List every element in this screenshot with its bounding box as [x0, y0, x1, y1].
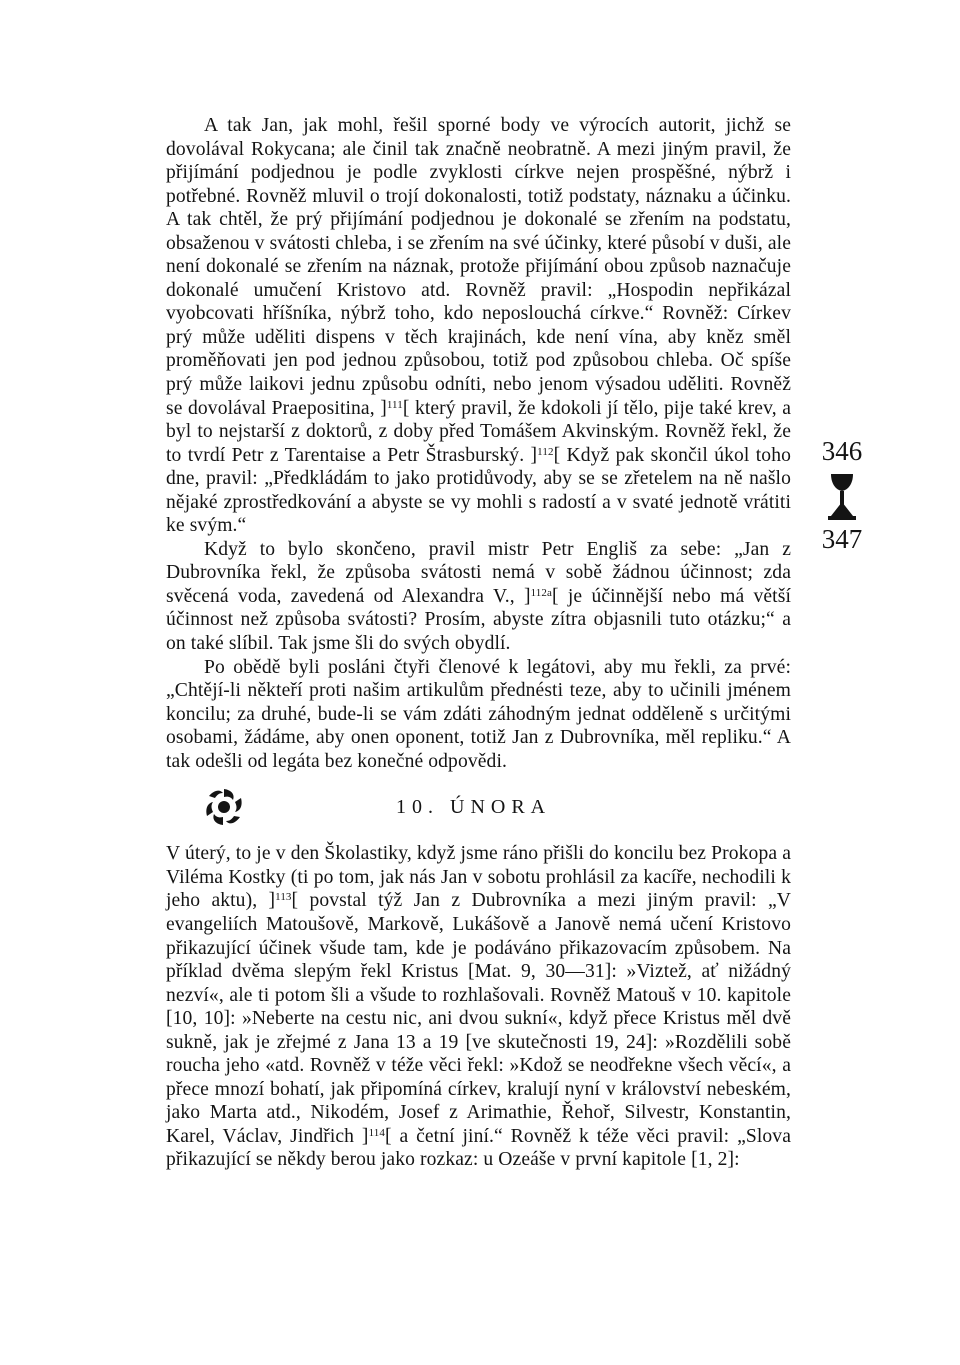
section-heading — [166, 778, 791, 836]
footnote-ref: 111 — [386, 398, 403, 411]
section-heading-text: 10. ÚNORA — [396, 795, 552, 818]
paragraph-text: V úterý, to je v den Školastiky, když jsme ráno přišli do koncilu bez Prokopa a Viléma Kostky (ti po tom, jak nás Jan v sobotu prohlásil za kacíře, nechodili k jeho aktu), ] — [166, 843, 791, 912]
footnote-ref: 113 — [275, 891, 292, 904]
margin-page-reference — [812, 436, 872, 554]
paragraph-text: [ Když pak skončil úkol toho dne, pravil: „Předkládám to jako protidůvody, aby se se zřetelem na ně našlo nějaké zprostředkování a abyste se vy mohli s radostí a v svaté jednotě vrátiti ke svým.“ — [166, 444, 791, 537]
paragraph-text: Po obědě byli posláni čtyři členové k legátovi, aby mu řekli, za prvé: „Chtějí-li někteří proti našim artikulům přednésti teze, aby to učinili jménem koncilu; za druhé, bude-li se vám zdáti záhodným jednat odděleně s určitými osobami, žádáme, aby onen oponent, totiž Jan z Dubrovníka, měl repliku.“ A tak odešli od legáta bez konečné odpovědi. — [166, 656, 791, 772]
paragraph-text: A tak Jan, jak mohl, řešil sporné body ve výrocích autorit, jichž se dovolával Rokycana; ale činil tak značně neobratně. A mezi jiným pravil, že přijímání podjednou je podle zvyklosti církve nejen prospěšné, nýbrž i potřebné. Rovněž mluvil o trojí dokonalosti, totiž podstaty, náznaku a účinku. A tak chtěl, že prý přijímání podjednou je dokonalé se zřením na podstatu, obsaženou v svátosti chleba, i se zřením na své účinky, které působí v duši, ale není dokonalé se zřením na náznak, protože přijímání obou způsob naznačuje dokonalé umučení Kristovo atd. Rovněž pravil: „Hospodin nepřikázal vyobcovati hříšníka, nýbrž toho, kdo neposlouchá církve.“ Rovněž: Církev prý může uděliti dispens v těch krajinách, kde není vína, aby kněz směl proměňovati jen pod jednou způsobou, totiž pod způsobou chleba. Oč spíše prý může laikovi jednu způsobu odníti, nebo jenom výsadou uděliti. Rovněž se dovolával Praepositina, ] — [166, 115, 791, 419]
paragraph-text: [ který pravil, že kdokoli jí tělo, pije také krev, a byl to nejstarší z doktorů, z doby před Tomášem Akvinským. Rovněž řekl, že to tvrdí Petr z Tarentaise a Petr Štrasburský. ] — [166, 397, 791, 466]
paragraph — [166, 842, 791, 1172]
paragraph-text: [ povstal týž Jan z Dubrovníka a mezi jiným pravil: „V evangeliích Matoušově, Markově, Lukášově a Janově nemá učení Kristovo přikazující účinek všude tam, kde je podáváno přikazovacím způsobem. Na příklad dvěma slepým řekl Kristus [Mat. 9, 30—31]: »Viztež, ať nižádný nezví«, ale ti potom šli a všude to rozhlašovali. Rovněž Matouš v 10. kapitole [10, 10]: »Neberte na cestu nic, ani dvou sukní«, když přece Kristus měl dvě sukně, jak je zřejmé z Jana 13 a 19 [ve skutečnosti 19, 24]: »Rozdělili sobě roucha jeho «atd. Rovněž v téže věci řekl: »Kdož se neodřekne všech věcí«, a přece mnozí bohatí, jak připomíná církev, kralují nyní v království nebeském, jako Marta atd., Nikodém, Josef z Arimathie, Řehoř, Silvestr, Konstantin, Karel, Václav, Jindřich ] — [166, 890, 791, 1147]
footnote-ref: 112a — [530, 586, 552, 599]
page-number-top: 346 — [821, 436, 863, 466]
paragraph — [166, 538, 791, 656]
paragraph-text: [ a četní jiní.“ Rovněž k téže věci pravil: „Slova přikazující se někdy berou jako rozkaz: u Ozeáše v první kapitole [1, 2]: — [166, 1125, 791, 1171]
paragraph-text: [ je účinnější nebo má větší účinnost než způsoba svátosti? Prosím, abyste zítra objasnili tuto otázku;“ a on také slíbil. Tak jsme šli do svých obydlí. — [166, 585, 791, 655]
body-text — [166, 114, 791, 1172]
footnote-ref: 114 — [368, 1126, 385, 1139]
chalice-icon — [825, 472, 859, 520]
paragraph — [166, 114, 791, 538]
page-number-bottom: 347 — [821, 524, 863, 554]
spiral-ornament-icon — [202, 786, 246, 828]
paragraph — [166, 656, 791, 774]
footnote-ref: 112 — [537, 445, 554, 458]
paragraph-text: Když to bylo skončeno, pravil mistr Petr Engliš za sebe: „Jan z Dubrovníka řekl, že způsoba svátosti nemá v sobě žádnou účinnost; zda svěcená voda, zavedená od Alexandra V., ] — [166, 538, 791, 607]
